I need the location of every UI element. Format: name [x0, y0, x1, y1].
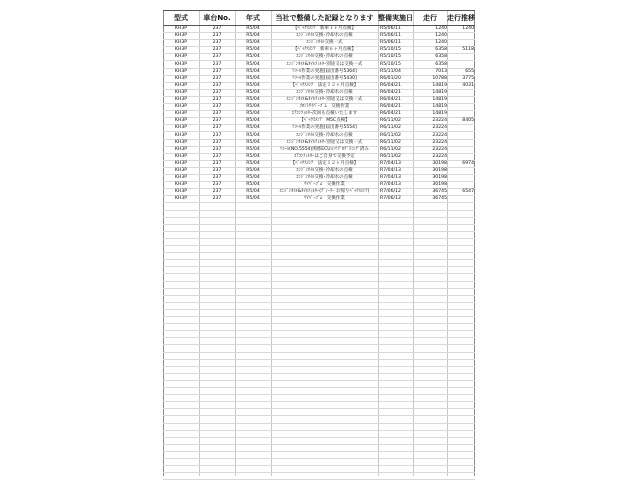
cell-date: R6/04/21	[380, 89, 401, 95]
cell-year: R5/04	[246, 47, 260, 53]
cell-year: R5/04	[246, 118, 260, 124]
cell-year: R5/04	[246, 153, 260, 159]
cell-date: R5/06/11	[380, 26, 401, 31]
cell-mileage: 30198	[432, 175, 447, 181]
cell-distance	[447, 174, 475, 181]
cell-description: ｴﾝｼﾞﾝｵｲﾙ交換･冷却水の点検	[296, 175, 353, 181]
cell-model: KH3P	[174, 125, 188, 131]
cell-chassis-number: 237	[212, 97, 222, 102]
cell-date: R6/11/02	[380, 118, 401, 124]
header-chassis-number: 車台No.	[203, 14, 231, 22]
cell-chassis-number: 237	[212, 196, 222, 202]
cell-date: R5/10/15	[380, 61, 401, 67]
cell-model: KH3P	[174, 153, 188, 159]
cell-distance	[447, 132, 475, 139]
cell-description: ｴﾝｼﾞﾝｵｲﾙ&ｵｲﾙﾌｨﾙﾀｰ別途又は交換一式	[286, 61, 363, 67]
cell-distance	[447, 61, 475, 68]
cell-distance: 5118	[462, 47, 474, 53]
cell-date: R5/10/15	[380, 47, 401, 53]
cell-chassis-number: 237	[212, 40, 222, 46]
cell-model: KH3P	[174, 54, 188, 60]
cell-mileage: 23224	[432, 118, 447, 124]
cell-chassis-number: 237	[212, 153, 222, 159]
cell-mileage: 7013	[435, 68, 447, 74]
cell-date: R5/10/15	[380, 54, 401, 60]
cell-description: 【ﾍﾞｯｸｽﾒﾝﾃ M5C点検】	[299, 118, 350, 124]
cell-date: R6/01/20	[380, 75, 401, 81]
cell-model: KH3P	[174, 33, 188, 39]
cell-description: ﾜｲﾊﾟｰｺﾞﾑ 交換作業	[304, 182, 345, 188]
cell-year: R5/04	[246, 61, 260, 67]
cell-mileage: 36745	[432, 189, 447, 195]
cell-chassis-number: 237	[212, 146, 222, 152]
cell-mileage: 14819	[432, 97, 447, 102]
cell-date: R6/04/21	[380, 111, 401, 117]
cell-model: KH3P	[174, 40, 188, 46]
cell-year: R5/04	[246, 139, 260, 145]
header-distance: 走行推移	[447, 14, 475, 22]
cell-year: R5/04	[246, 160, 260, 166]
cell-distance	[447, 181, 475, 188]
cell-date: R7/04/13	[380, 160, 401, 166]
cell-date: R5/06/11	[380, 40, 401, 46]
cell-mileage: 36745	[432, 196, 447, 202]
cell-chassis-number: 237	[212, 139, 222, 145]
cell-mileage: 30198	[432, 182, 447, 188]
cell-model: KH3P	[174, 61, 188, 67]
cell-description: ｴﾝｼﾞﾝｵｲﾙ交換･冷却水の点検	[296, 33, 353, 39]
cell-distance	[447, 139, 475, 146]
cell-model: KH3P	[174, 68, 188, 74]
cell-distance: 8405	[462, 118, 474, 124]
cell-chassis-number: 237	[212, 82, 222, 88]
cell-mileage: 23224	[432, 146, 447, 152]
cell-mileage: 14819	[432, 104, 447, 110]
cell-mileage: 6358	[435, 61, 447, 67]
cell-description: ﾜｲﾊﾟｰｺﾞﾑ 交換作業	[304, 196, 345, 202]
cell-chassis-number: 237	[212, 189, 222, 195]
cell-mileage: 1240	[435, 33, 447, 39]
cell-date: R7/06/12	[380, 189, 401, 195]
cell-mileage: 30198	[432, 160, 447, 166]
header-model: 型式	[174, 14, 188, 22]
cell-description: ﾌﾛﾝﾄﾜｲﾊﾟｰｺﾞﾑ 交換作業	[299, 104, 350, 110]
cell-distance	[447, 96, 475, 103]
cell-distance	[447, 39, 475, 46]
empty-row	[163, 472, 475, 480]
cell-year: R5/04	[246, 89, 260, 95]
cell-chassis-number: 237	[212, 75, 222, 81]
cell-year: R5/04	[246, 26, 260, 31]
cell-chassis-number: 237	[212, 175, 222, 181]
cell-distance	[447, 32, 475, 39]
cell-chassis-number: 237	[212, 132, 222, 138]
cell-mileage: 6358	[435, 54, 447, 60]
cell-description: 【ﾍﾞｯｸｽﾒﾝﾃ 法定１２ヶ月点検】	[290, 160, 359, 166]
cell-distance: 4031	[462, 82, 474, 88]
cell-distance	[447, 153, 475, 160]
cell-distance	[447, 146, 475, 153]
header-date: 整備実施日	[378, 14, 413, 22]
cell-date: R6/04/21	[380, 82, 401, 88]
cell-date: R6/04/21	[380, 104, 401, 110]
cell-chassis-number: 237	[212, 68, 222, 74]
cell-mileage: 10788	[432, 75, 447, 81]
cell-year: R5/04	[246, 33, 260, 39]
cell-distance	[447, 110, 475, 117]
cell-chassis-number: 237	[212, 118, 222, 124]
cell-chassis-number: 237	[212, 47, 222, 53]
cell-distance	[447, 124, 475, 131]
cell-mileage: 23224	[432, 153, 447, 159]
cell-year: R5/04	[246, 125, 260, 131]
cell-model: KH3P	[174, 75, 188, 81]
cell-model: KH3P	[174, 82, 188, 88]
cell-model: KH3P	[174, 139, 188, 145]
cell-chassis-number: 237	[212, 160, 222, 166]
cell-chassis-number: 237	[212, 61, 222, 67]
cell-year: R5/04	[246, 104, 260, 110]
cell-description: ﾘｺｰﾙ作業の実施[届出番号5430]	[292, 75, 357, 81]
cell-description: ｴｱｺﾝﾌｨﾙﾀｰはご自身で交換予定	[294, 153, 355, 159]
cell-description: ﾘｺｰﾙ作業の実施[届出番号5364]	[292, 68, 357, 74]
cell-model: KH3P	[174, 160, 188, 166]
cell-year: R5/04	[246, 146, 260, 152]
cell-mileage: 14819	[432, 82, 447, 88]
cell-model: KH3P	[174, 196, 188, 202]
cell-year: R5/04	[246, 196, 260, 202]
cell-model: KH3P	[174, 47, 188, 53]
cell-model: KH3P	[174, 111, 188, 117]
cell-distance	[447, 167, 475, 174]
cell-chassis-number: 237	[212, 111, 222, 117]
cell-model: KH3P	[174, 132, 188, 138]
cell-chassis-number: 237	[212, 125, 222, 131]
cell-date: R7/06/12	[380, 196, 401, 202]
cell-model: KH3P	[174, 89, 188, 95]
cell-year: R5/04	[246, 168, 260, 173]
cell-date: R7/04/13	[380, 182, 401, 188]
cell-distance: 6974	[462, 160, 474, 166]
header-description: 当社で整備した記録となります	[275, 14, 374, 22]
cell-distance: 1240	[462, 26, 474, 31]
cell-model: KH3P	[174, 168, 188, 173]
cell-distance	[447, 103, 475, 110]
cell-description: ｴﾝｼﾞﾝｵｲﾙ&ｵｲﾙﾌｨﾙﾀｰ(ﾃﾞｨｰﾗｰ お帰りﾍﾞｯｸｽﾒﾝﾃ)	[279, 189, 370, 195]
cell-mileage: 23224	[432, 132, 447, 138]
cell-chassis-number: 237	[212, 33, 222, 39]
cell-year: R5/04	[246, 132, 260, 138]
cell-description: ﾘｺｰﾙ(NO.5554)関係ECUのﾘﾌﾟﾛｸﾞﾗﾐﾝｸﾞ済み	[280, 146, 369, 152]
cell-chassis-number: 237	[212, 89, 222, 95]
cell-distance	[447, 89, 475, 96]
cell-model: KH3P	[174, 104, 188, 110]
cell-description: 【ﾍﾞｯｸｽﾒﾝﾃ 新車１ヶ月点検】	[292, 26, 357, 31]
cell-mileage: 14819	[432, 89, 447, 95]
cell-chassis-number: 237	[212, 26, 222, 31]
cell-mileage: 30198	[432, 168, 447, 173]
cell-description: 【ﾍﾞｯｸｽﾒﾝﾃ 新車６ヶ月点検】	[292, 47, 357, 53]
cell-mileage: 1240	[435, 26, 447, 31]
cell-year: R5/04	[246, 82, 260, 88]
cell-model: KH3P	[174, 26, 188, 31]
cell-model: KH3P	[174, 189, 188, 195]
cell-description: ｴﾝｼﾞﾝｵｲﾙ交換･冷却水の点検	[296, 54, 353, 60]
cell-distance	[447, 195, 475, 202]
cell-date: R5/11/04	[380, 68, 401, 74]
cell-mileage: 14819	[432, 111, 447, 117]
cell-chassis-number: 237	[212, 104, 222, 110]
cell-year: R5/04	[246, 175, 260, 181]
cell-distance: 6547	[462, 189, 474, 195]
cell-chassis-number: 237	[212, 168, 222, 173]
cell-date: R6/11/02	[380, 146, 401, 152]
cell-description: ｴｱｺﾝﾌｨﾙﾀｰ次回も点検いたします	[291, 111, 358, 117]
cell-model: KH3P	[174, 182, 188, 188]
cell-year: R5/04	[246, 54, 260, 60]
table-header	[163, 10, 475, 26]
cell-description: ｴﾝｼﾞﾝｵｲﾙ交換･冷却水の点検	[296, 168, 353, 173]
cell-model: KH3P	[174, 146, 188, 152]
cell-model: KH3P	[174, 118, 188, 124]
cell-chassis-number: 237	[212, 182, 222, 188]
cell-mileage: 23224	[432, 139, 447, 145]
cell-chassis-number: 237	[212, 54, 222, 60]
cell-date: R6/11/02	[380, 125, 401, 131]
cell-description: ｴﾝｼﾞﾝｵｲﾙ交換･冷却水の点検	[296, 89, 353, 95]
header-mileage: 走行	[423, 14, 437, 22]
cell-year: R5/04	[246, 68, 260, 74]
cell-date: R6/11/02	[380, 153, 401, 159]
cell-distance: 3775	[462, 75, 474, 81]
cell-description: 【ﾍﾞｯｸｽﾒﾝﾃ 法定１２ヶ月点検】	[290, 82, 359, 88]
cell-distance	[447, 53, 475, 60]
cell-model: KH3P	[174, 97, 188, 102]
cell-description: ｴﾝｼﾞﾝｵｲﾙ&ｵｲﾙﾌｨﾙﾀｰ別途又は交換一式	[286, 97, 363, 102]
cell-year: R5/04	[246, 75, 260, 81]
cell-mileage: 23224	[432, 125, 447, 131]
cell-year: R5/04	[246, 111, 260, 117]
cell-mileage: 1240	[435, 40, 447, 46]
cell-year: R5/04	[246, 182, 260, 188]
cell-date: R6/04/21	[380, 97, 401, 102]
cell-description: ｴﾝｼﾞﾝｵｲﾙ交換一式	[306, 40, 343, 46]
cell-mileage: 6358	[435, 47, 447, 53]
cell-year: R5/04	[246, 40, 260, 46]
cell-year: R5/04	[246, 189, 260, 195]
cell-date: R5/06/11	[380, 33, 401, 39]
cell-date: R6/11/02	[380, 139, 401, 145]
cell-description: ｴﾝｼﾞﾝｵｲﾙ&ｵｲﾙﾌｨﾙﾀｰ別途又は交換一式	[286, 139, 363, 145]
cell-year: R5/04	[246, 97, 260, 102]
cell-model: KH3P	[174, 175, 188, 181]
cell-date: R7/04/13	[380, 175, 401, 181]
cell-distance: 655	[465, 68, 474, 74]
cell-description: ｴﾝｼﾞﾝｵｲﾙ交換･冷却水の点検	[296, 132, 353, 138]
header-year: 年式	[246, 14, 260, 22]
cell-date: R7/04/13	[380, 168, 401, 173]
cell-date: R6/11/02	[380, 132, 401, 138]
cell-description: ﾘｺｰﾙ作業の実施[届出番号5554]	[292, 125, 357, 131]
